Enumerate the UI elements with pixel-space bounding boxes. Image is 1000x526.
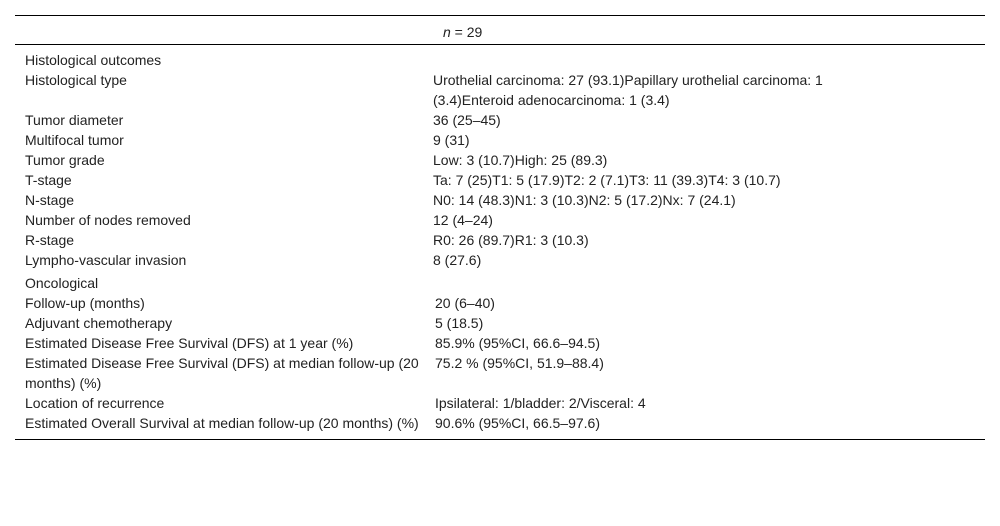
row-value: R0: 26 (89.7)R1: 3 (10.3) [433, 232, 589, 248]
row-label: Tumor grade [25, 152, 105, 168]
header-n-value: = 29 [450, 24, 483, 40]
header-n [443, 23, 482, 41]
outcomes-table [15, 15, 985, 440]
table-row [15, 110, 985, 130]
row-value: 9 (31) [433, 132, 470, 148]
table-row [15, 170, 985, 190]
row-value: 5 (18.5) [435, 315, 484, 331]
row-value: Low: 3 (10.7)High: 25 (89.3) [433, 152, 608, 168]
section-title-histological: Histological outcomes [25, 52, 162, 68]
row-label: T-stage [25, 172, 72, 188]
row-value: Ipsilateral: 1/bladder: 2/Visceral: 4 [435, 395, 646, 411]
table-row [15, 150, 985, 170]
table-row [15, 293, 985, 313]
row-label: Tumor diameter [25, 112, 124, 128]
section-oncological [15, 270, 985, 440]
row-value: 12 (4–24) [433, 212, 493, 228]
table-row [15, 230, 985, 250]
row-value: 85.9% (95%CI, 66.6–94.5) [435, 335, 600, 351]
row-label: Adjuvant chemotherapy [25, 315, 173, 331]
row-value: 36 (25–45) [433, 112, 501, 128]
table-row [15, 313, 985, 333]
section-title-oncological: Oncological [25, 275, 99, 291]
row-label: Multifocal tumor [25, 132, 124, 148]
row-label: R-stage [25, 232, 75, 248]
table-row [15, 353, 985, 393]
row-value: Urothelial carcinoma: 27 (93.1)Papillary urothelial carcinoma: 1 (3.4)Enteroid adenocarcinoma: 1 (3.4) [433, 72, 823, 108]
row-label: Estimated Disease Free Survival (DFS) at median follow-up (20 months) (%) [25, 355, 419, 391]
table-header [15, 16, 985, 45]
table-row [15, 130, 985, 150]
table-row [15, 333, 985, 353]
row-label: Estimated Disease Free Survival (DFS) at 1 year (%) [25, 335, 354, 351]
row-value: 8 (27.6) [433, 252, 482, 268]
row-label: Lympho-vascular invasion [25, 252, 187, 268]
table-row [15, 70, 985, 110]
row-label: Histological type [25, 72, 127, 88]
row-label: Estimated Overall Survival at median follow-up (20 months) (%) [25, 415, 419, 431]
table-row [15, 190, 985, 210]
row-label: Number of nodes removed [25, 212, 191, 228]
row-value: 20 (6–40) [435, 295, 495, 311]
row-value: 75.2 % (95%CI, 51.9–88.4) [435, 355, 604, 371]
section-histological [15, 45, 985, 270]
header-n-symbol: n [443, 24, 451, 40]
row-value: N0: 14 (48.3)N1: 3 (10.3)N2: 5 (17.2)Nx: 7 (24.1) [433, 192, 736, 208]
row-label: Location of recurrence [25, 395, 165, 411]
row-label: Follow-up (months) [25, 295, 145, 311]
table-row [15, 210, 985, 230]
row-label: N-stage [25, 192, 75, 208]
table-row [15, 393, 985, 413]
table-row [15, 413, 985, 433]
row-value: 90.6% (95%CI, 66.5–97.6) [435, 415, 600, 431]
table-row [15, 250, 985, 270]
row-value: Ta: 7 (25)T1: 5 (17.9)T2: 2 (7.1)T3: 11 (39.3)T4: 3 (10.7) [433, 172, 781, 188]
